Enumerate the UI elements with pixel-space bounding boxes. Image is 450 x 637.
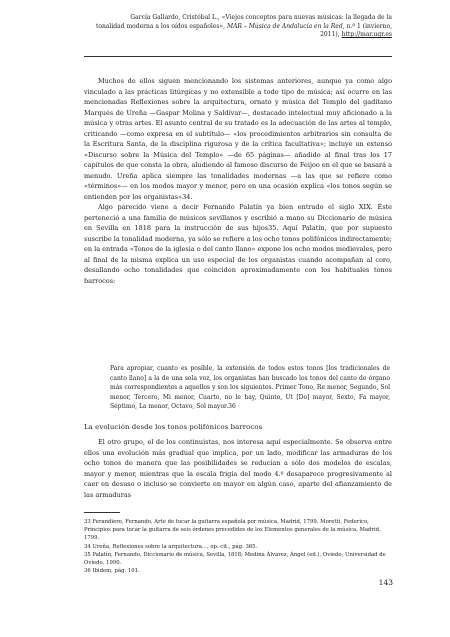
header-rule xyxy=(84,56,392,57)
header-line-1 xyxy=(92,14,392,23)
body-text xyxy=(84,76,392,286)
footnote-36: 36 Ibidem, pág. 101. xyxy=(84,568,140,575)
header-journal: MAR – Música de Andalucía en la Red, xyxy=(226,22,345,30)
footnote-33: 33 Ferandiere, Fernando, Arte de tocar la guitarra española por música, Madrid, 1799. Moretti, Federico, Principios para tocar la guitarra de seis órdenes precedidos de los Elementos generales de la música, Madrid, 1799. xyxy=(84,519,381,542)
header-link[interactable]: http://mar.ugr.es xyxy=(341,31,392,39)
footnote-34: 34 Ureña, Reflexiones sobre la arquitectura..., op. cit., pág. 365. xyxy=(84,543,258,550)
header-line-3 xyxy=(92,31,392,40)
block-quote: Para apropiar, cuanto es posible, la extensión de todos estos tonos [los tradicionales de canto llano] a la de una sola voz, los organistas han buscado los tonos del canto de órgano más correspondientes a aquellos y son los siguientes. Primer Tono, Re menor, Segundo, Sol menor, Tercero, Mi menor, Cuarto, no le hay, Quinto, Ut [Do] mayor, Sexto, Fa mayor, Séptimo, La menor, Octavo, Sol mayor.36 xyxy=(110,365,390,411)
header-author: García Gallardo, Cristóbal L., xyxy=(130,14,220,21)
header-issue: n.º 1 (invierno, xyxy=(346,22,392,30)
header-line-2 xyxy=(92,23,392,32)
paragraph-3: El otro grupo, el de los continuistas, nos interesa aquí especialmente. Se observa entre ellos una evolución más gradual que implica, por un lado, modificar las armaduras de los ocho tonos de manera que las posibilidades se reducían a sólo dos modelos de escalas, mayor y menor, mientras que la escala frigia del modo 4.º desaparece progresivamente al caer en desuso o incluso se convierte en mayor en algún caso, aparte del afianzamiento de las armaduras xyxy=(84,438,392,499)
header-title-2: tonalidad moderna a los oídos españoles», xyxy=(96,22,226,30)
header-year: 2011), xyxy=(320,31,340,39)
footnotes xyxy=(84,518,392,575)
body-text-2 xyxy=(84,437,392,500)
paragraph-1: Muchos de ellos siguen mencionando los sistemas anteriores, aunque ya como algo vinculado a las prácticas litúrgicas y no extensible a todo tipo de música; así ocurre en las mencionadas Reflexiones sobre la arquitectura, ornato y música del Templo del gaditano Marqués de Ureña —Gaspar Molina y Saldívar—, destacado intelectual muy aficionado a la música y otras artes. El asunto central de su tratado es la adecuación de las artes al templo, criticando —como expresa en el subtítulo— «los procedimientos arbitrarios sin consulta de la Escritura Santa, de la disciplina rigurosa y de la crítica facultativa»; incluye un extenso «Discurso sobre la Música del Templo» —de 65 páginas— añadido al final tras los 17 capítulos de que consta la obra, aludiendo al famoso discurso de Feijoo en el que se basará a menudo. Ureña aplica siempre las tonalidades modernas —a las que se refiere como «términos»— en los modos mayor y menor, pero en una ocasión explica «los tonos según se entienden por los organistas»34. xyxy=(84,77,392,201)
paragraph-2: Algo parecido viene a decir Fernando Palatín ya bien entrado el siglo XIX. Éste perteneció a una familia de músicos sevillanos y escribió a mano su Diccionario de música en Sevilla en 1818 para la instrucción de sus hijos35. Aquí Palatín, que por supuesto suscribe la tonalidad moderna, ya sólo se refiere a los ocho tonos polifónicos indirectamente; en la entrada «Tonos de la iglesia o del canto llano» expone los ocho modos medievales, pero al final de la misma explica un uso especial de los organistas cuando acompañan al coro, desallando ocho tonalidades que coinciden aproximadamente con los habituales tonos barrocos: xyxy=(84,203,392,285)
section-heading: La evolución desde los tonos polifónicos barrocos xyxy=(84,423,263,431)
footnote-rule xyxy=(84,512,120,513)
footnote-35: 35 Palatín, Fernando, Diccionario de música, Sevilla, 1818; Medina Álvarez, Ángel (ed.), Oviedo, Universidad de Oviedo, 1990. xyxy=(84,551,386,567)
running-header xyxy=(92,14,392,40)
page-number: 143 xyxy=(378,578,393,587)
header-title-1: «Viejos conceptos para nuevas músicas: la llegada de la xyxy=(221,14,392,21)
